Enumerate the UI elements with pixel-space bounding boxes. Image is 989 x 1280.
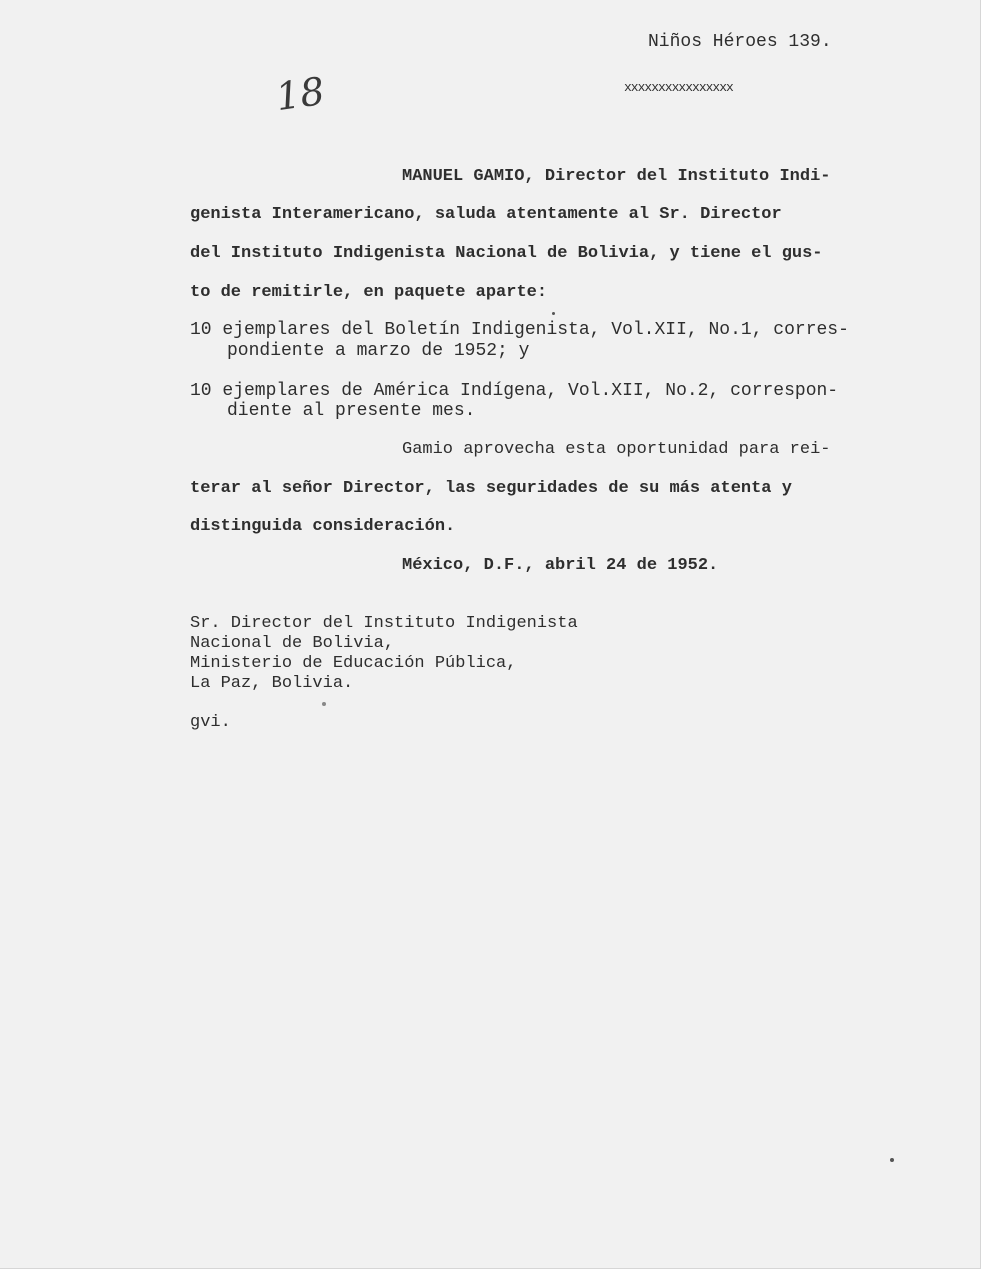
para2-line1: Gamio aprovecha esta oportunidad para rei- bbox=[402, 440, 831, 459]
para2-line3: distinguida consideración. bbox=[190, 517, 456, 536]
item1-line1: 10 ejemplares del Boletín Indigenista, Vol.XII, No.1, corres- bbox=[190, 320, 849, 340]
paper-speck bbox=[322, 702, 326, 706]
para1-line4: to de remitirle, en paquete aparte: bbox=[190, 283, 548, 302]
recipient-line3: Ministerio de Educación Pública, bbox=[190, 654, 517, 673]
item1-line2: pondiente a marzo de 1952; y bbox=[227, 341, 530, 361]
header-address: Niños Héroes 139. bbox=[648, 32, 832, 52]
para1-line3: del Instituto Indigenista Nacional de Bolivia, y tiene el gus- bbox=[190, 244, 823, 263]
recipient-line4: La Paz, Bolivia. bbox=[190, 674, 354, 693]
para2-line2: terar al señor Director, las seguridades de su más atenta y bbox=[190, 479, 792, 498]
letter-date: México, D.F., abril 24 de 1952. bbox=[402, 556, 719, 575]
typist-initials: gvi. bbox=[190, 713, 231, 732]
para1-line1: MANUEL GAMIO, Director del Instituto Indi- bbox=[402, 167, 831, 186]
handwritten-page-number: 18 bbox=[273, 68, 328, 120]
paper-speck bbox=[552, 312, 555, 315]
paper-speck bbox=[890, 1158, 894, 1162]
item2-line2: diente al presente mes. bbox=[227, 401, 476, 421]
recipient-line1: Sr. Director del Instituto Indigenista bbox=[190, 614, 578, 633]
header-strikeout: xxxxxxxxxxxxxxxx bbox=[624, 80, 733, 95]
item2-line1: 10 ejemplares de América Indígena, Vol.XII, No.2, correspon- bbox=[190, 381, 839, 401]
para1-line2: genista Interamericano, saluda atentamente al Sr. Director bbox=[190, 205, 782, 224]
recipient-line2: Nacional de Bolivia, bbox=[190, 634, 395, 653]
